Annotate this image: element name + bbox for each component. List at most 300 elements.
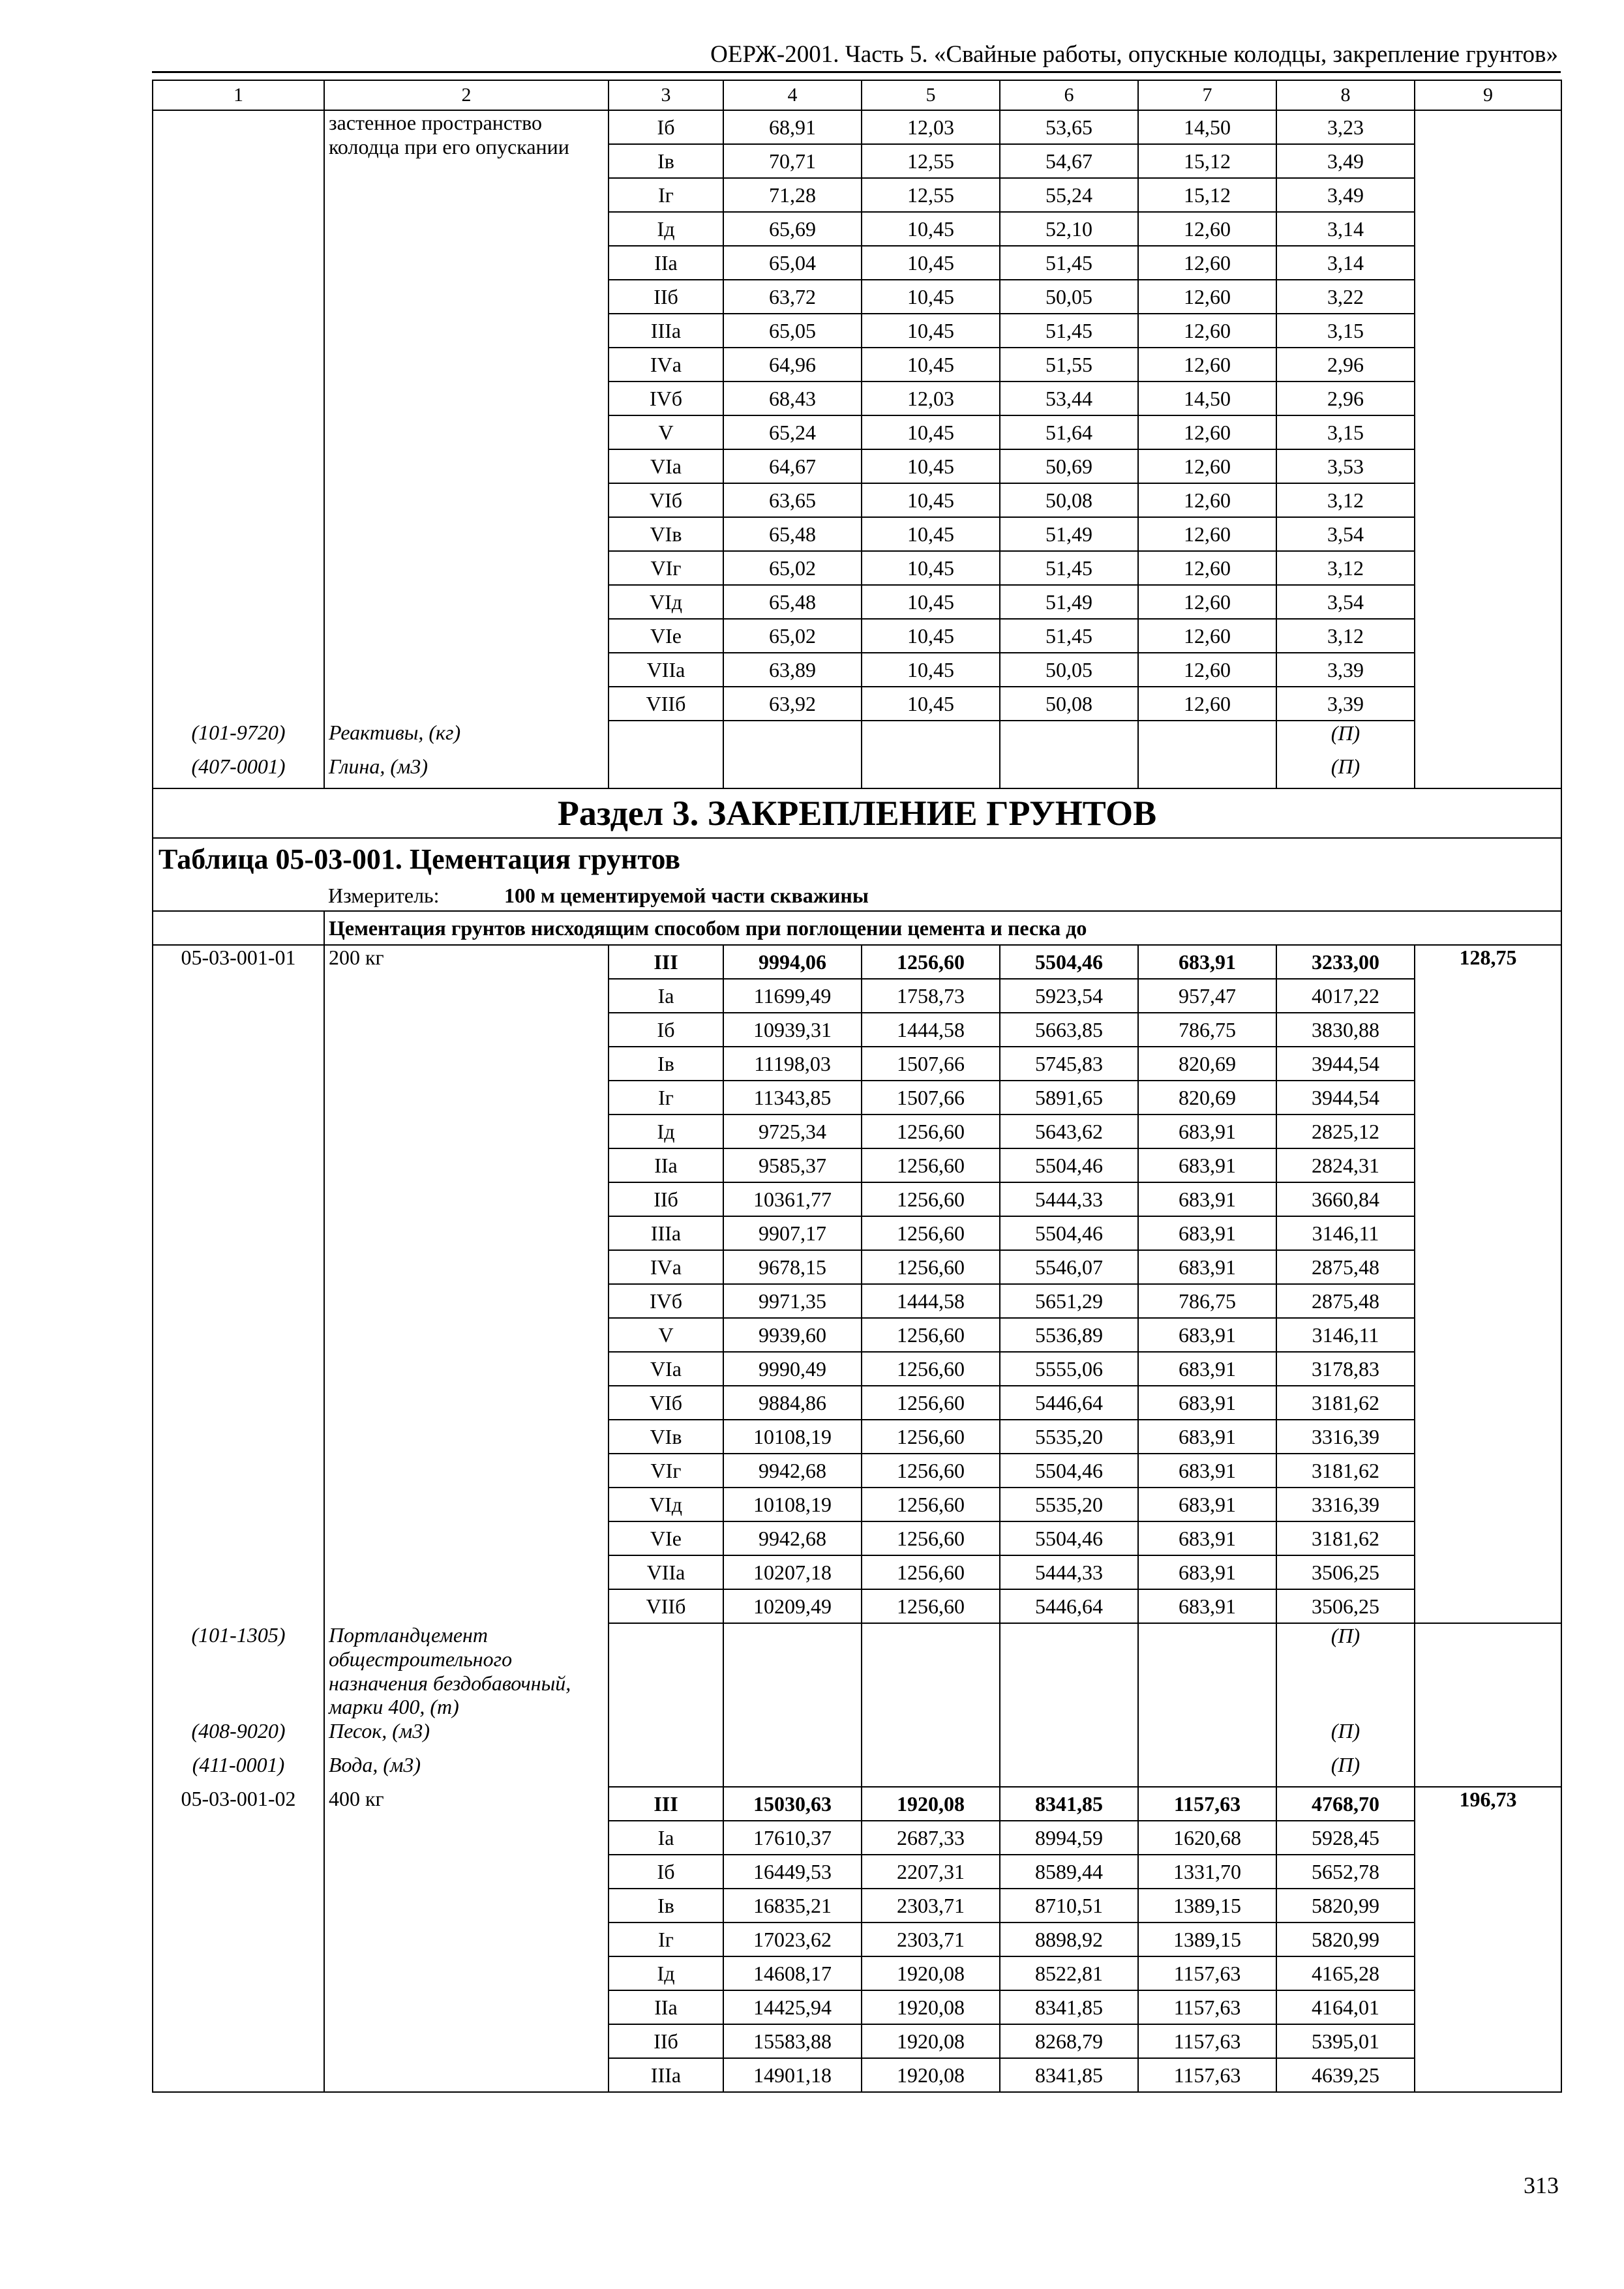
- wages-cell: 10,45: [862, 348, 1000, 382]
- machinists-wages-cell: 683,91: [1138, 1250, 1276, 1284]
- materials-cell: 4768,70: [1276, 1787, 1415, 1821]
- empty-cell: [1138, 1623, 1276, 1719]
- wages-cell: 10,45: [862, 653, 1000, 687]
- materials-cell: 3,54: [1276, 517, 1415, 551]
- soil-group-cell: Iб: [609, 1013, 723, 1047]
- section-title: Раздел 3. ЗАКРЕПЛЕНИЕ ГРУНТОВ: [153, 788, 1561, 838]
- description-cell: 400 кг: [324, 1787, 609, 2092]
- machines-cell: 8268,79: [1000, 2024, 1138, 2058]
- total-cost-cell: 10209,49: [723, 1589, 862, 1623]
- empty-cell: [723, 1719, 862, 1753]
- empty-cell: [1138, 1719, 1276, 1753]
- table-title: Таблица 05-03-001. Цементация грунтов: [153, 838, 1561, 881]
- machines-cell: 8710,51: [1000, 1889, 1138, 1922]
- total-cost-cell: 9942,68: [723, 1454, 862, 1488]
- materials-cell: 3181,62: [1276, 1386, 1415, 1420]
- wages-cell: 10,45: [862, 415, 1000, 449]
- wages-cell: 10,45: [862, 619, 1000, 653]
- empty-cell: [862, 755, 1000, 788]
- empty-cell: [1415, 1753, 1561, 1787]
- machinists-wages-cell: 1157,63: [1138, 1787, 1276, 1821]
- measure-value: 100 м цементируемой части скважины: [504, 881, 1457, 911]
- labor-cell: 196,73: [1415, 1787, 1561, 2092]
- materials-cell: 3178,83: [1276, 1352, 1415, 1386]
- materials-cell: 5652,78: [1276, 1855, 1415, 1889]
- total-cost-cell: 63,65: [723, 483, 862, 517]
- material-row: [153, 1753, 1561, 1787]
- materials-cell: 3,12: [1276, 483, 1415, 517]
- machinists-wages-cell: 820,69: [1138, 1081, 1276, 1115]
- materials-cell: 5395,01: [1276, 2024, 1415, 2058]
- wages-cell: 10,45: [862, 449, 1000, 483]
- material-code: (407-0001): [153, 755, 324, 788]
- total-cost-cell: 11699,49: [723, 979, 862, 1013]
- total-cost-cell: 70,71: [723, 144, 862, 178]
- wages-cell: 1256,60: [862, 1250, 1000, 1284]
- soil-group-cell: Iг: [609, 1922, 723, 1956]
- soil-group-cell: Iб: [609, 1855, 723, 1889]
- wages-cell: 1256,60: [862, 1182, 1000, 1216]
- total-cost-cell: 64,67: [723, 449, 862, 483]
- total-cost-cell: 11343,85: [723, 1081, 862, 1115]
- material-mark: (П): [1276, 1719, 1415, 1753]
- total-cost-cell: 16835,21: [723, 1889, 862, 1922]
- soil-group-cell: VIг: [609, 551, 723, 585]
- total-cost-cell: 9585,37: [723, 1148, 862, 1182]
- materials-cell: 2,96: [1276, 382, 1415, 415]
- wages-cell: 1256,60: [862, 1589, 1000, 1623]
- total-cost-cell: 9994,06: [723, 945, 862, 979]
- wages-cell: 10,45: [862, 212, 1000, 246]
- machinists-wages-cell: 683,91: [1138, 1352, 1276, 1386]
- wages-cell: 1256,60: [862, 1488, 1000, 1521]
- total-cost-cell: 15583,88: [723, 2024, 862, 2058]
- materials-cell: 3,15: [1276, 314, 1415, 348]
- total-cost-cell: 14425,94: [723, 1990, 862, 2024]
- materials-cell: 4165,28: [1276, 1956, 1415, 1990]
- materials-cell: 3,12: [1276, 619, 1415, 653]
- machinists-wages-cell: 1389,15: [1138, 1922, 1276, 1956]
- machines-cell: 8898,92: [1000, 1922, 1138, 1956]
- work-title-row: [153, 911, 1561, 945]
- wages-cell: 2687,33: [862, 1821, 1000, 1855]
- soil-group-cell: V: [609, 1318, 723, 1352]
- soil-group-cell: Iа: [609, 1821, 723, 1855]
- measure-row: [153, 881, 1561, 911]
- materials-cell: 2824,31: [1276, 1148, 1415, 1182]
- machinists-wages-cell: 12,60: [1138, 551, 1276, 585]
- empty-cell: [862, 1623, 1000, 1719]
- soil-group-cell: III: [609, 945, 723, 979]
- empty-cell: [153, 911, 324, 945]
- machinists-wages-cell: 1157,63: [1138, 2058, 1276, 2092]
- machinists-wages-cell: 12,60: [1138, 619, 1276, 653]
- machinists-wages-cell: 683,91: [1138, 945, 1276, 979]
- soil-group-cell: VIд: [609, 1488, 723, 1521]
- column-number: 7: [1138, 80, 1276, 110]
- soil-group-cell: Iг: [609, 1081, 723, 1115]
- machines-cell: 5923,54: [1000, 979, 1138, 1013]
- machinists-wages-cell: 683,91: [1138, 1318, 1276, 1352]
- materials-cell: 3,22: [1276, 280, 1415, 314]
- materials-cell: 3,39: [1276, 687, 1415, 721]
- material-code: (101-1305): [153, 1623, 324, 1719]
- empty-cell: [609, 721, 723, 755]
- total-cost-cell: 10361,77: [723, 1182, 862, 1216]
- wages-cell: 2303,71: [862, 1922, 1000, 1956]
- wages-cell: 12,55: [862, 144, 1000, 178]
- material-code: (101-9720): [153, 721, 324, 755]
- total-cost-cell: 63,72: [723, 280, 862, 314]
- wages-cell: 1256,60: [862, 1148, 1000, 1182]
- machinists-wages-cell: 12,60: [1138, 348, 1276, 382]
- total-cost-cell: 63,89: [723, 653, 862, 687]
- machines-cell: 5663,85: [1000, 1013, 1138, 1047]
- total-cost-cell: 9884,86: [723, 1386, 862, 1420]
- column-number: 3: [609, 80, 723, 110]
- column-number: 1: [153, 80, 324, 110]
- total-cost-cell: 9907,17: [723, 1216, 862, 1250]
- machinists-wages-cell: 1620,68: [1138, 1821, 1276, 1855]
- empty-cell: [609, 1719, 723, 1753]
- column-number: 2: [324, 80, 609, 110]
- empty-cell: [1000, 721, 1138, 755]
- total-cost-cell: 11198,03: [723, 1047, 862, 1081]
- total-cost-cell: 64,96: [723, 348, 862, 382]
- total-cost-cell: 14608,17: [723, 1956, 862, 1990]
- machinists-wages-cell: 12,60: [1138, 246, 1276, 280]
- soil-group-cell: V: [609, 415, 723, 449]
- wages-cell: 1758,73: [862, 979, 1000, 1013]
- soil-group-cell: Iг: [609, 178, 723, 212]
- labor-cell: 128,75: [1415, 945, 1561, 1623]
- machines-cell: 5446,64: [1000, 1589, 1138, 1623]
- total-cost-cell: 9971,35: [723, 1284, 862, 1318]
- machinists-wages-cell: 15,12: [1138, 144, 1276, 178]
- machinists-wages-cell: 683,91: [1138, 1555, 1276, 1589]
- materials-cell: 3944,54: [1276, 1081, 1415, 1115]
- machines-cell: 51,45: [1000, 246, 1138, 280]
- material-name: Глина, (м3): [324, 755, 609, 788]
- machines-cell: 8589,44: [1000, 1855, 1138, 1889]
- machines-cell: 8341,85: [1000, 1990, 1138, 2024]
- empty-cell: [609, 1623, 723, 1719]
- empty-cell: [609, 755, 723, 788]
- materials-cell: 4017,22: [1276, 979, 1415, 1013]
- soil-group-cell: IIа: [609, 1148, 723, 1182]
- machinists-wages-cell: 12,60: [1138, 212, 1276, 246]
- material-name: Песок, (м3): [324, 1719, 609, 1753]
- machines-cell: 50,08: [1000, 687, 1138, 721]
- machinists-wages-cell: 12,60: [1138, 517, 1276, 551]
- materials-cell: 3,23: [1276, 110, 1415, 144]
- column-number: 8: [1276, 80, 1415, 110]
- empty-cell: [862, 721, 1000, 755]
- machines-cell: 5555,06: [1000, 1352, 1138, 1386]
- measure-label: Измеритель:: [324, 881, 609, 911]
- empty-cell: [723, 1623, 862, 1719]
- materials-cell: 5820,99: [1276, 1922, 1415, 1956]
- labor-cell: [1415, 110, 1561, 721]
- column-number: 9: [1415, 80, 1561, 110]
- machines-cell: 8341,85: [1000, 2058, 1138, 2092]
- total-cost-cell: 10939,31: [723, 1013, 862, 1047]
- total-cost-cell: 14901,18: [723, 2058, 862, 2092]
- material-row: [153, 1719, 1561, 1753]
- machines-cell: 5504,46: [1000, 1454, 1138, 1488]
- materials-cell: 5928,45: [1276, 1821, 1415, 1855]
- total-cost-cell: 10108,19: [723, 1488, 862, 1521]
- material-row: [153, 721, 1561, 755]
- machines-cell: 51,49: [1000, 517, 1138, 551]
- code-cell: [153, 110, 324, 721]
- total-cost-cell: 65,48: [723, 517, 862, 551]
- soil-group-cell: VIв: [609, 1420, 723, 1454]
- wages-cell: 1256,60: [862, 1216, 1000, 1250]
- total-cost-cell: 17610,37: [723, 1821, 862, 1855]
- machinists-wages-cell: 683,91: [1138, 1488, 1276, 1521]
- machinists-wages-cell: 683,91: [1138, 1386, 1276, 1420]
- machines-cell: 5536,89: [1000, 1318, 1138, 1352]
- total-cost-cell: 10207,18: [723, 1555, 862, 1589]
- wages-cell: 1256,60: [862, 1454, 1000, 1488]
- empty-cell: [723, 1753, 862, 1787]
- machinists-wages-cell: 1157,63: [1138, 1990, 1276, 2024]
- soil-group-cell: Iб: [609, 110, 723, 144]
- table-title-row: [153, 838, 1561, 881]
- material-code: (411-0001): [153, 1753, 324, 1787]
- machinists-wages-cell: 820,69: [1138, 1047, 1276, 1081]
- empty-cell: [1138, 1753, 1276, 1787]
- machinists-wages-cell: 12,60: [1138, 483, 1276, 517]
- soil-group-cell: IIIа: [609, 314, 723, 348]
- materials-cell: 3,53: [1276, 449, 1415, 483]
- machinists-wages-cell: 12,60: [1138, 687, 1276, 721]
- machines-cell: 53,44: [1000, 382, 1138, 415]
- soil-group-cell: III: [609, 1787, 723, 1821]
- wages-cell: 12,03: [862, 110, 1000, 144]
- section-row: [153, 788, 1561, 838]
- machines-cell: 8994,59: [1000, 1821, 1138, 1855]
- wages-cell: 2303,71: [862, 1889, 1000, 1922]
- wages-cell: 10,45: [862, 687, 1000, 721]
- total-cost-cell: 15030,63: [723, 1787, 862, 1821]
- empty-cell: [1000, 755, 1138, 788]
- wages-cell: 1256,60: [862, 1352, 1000, 1386]
- wages-cell: 1256,60: [862, 1555, 1000, 1589]
- wages-cell: 10,45: [862, 483, 1000, 517]
- wages-cell: 2207,31: [862, 1855, 1000, 1889]
- materials-cell: 3233,00: [1276, 945, 1415, 979]
- machines-cell: 5546,07: [1000, 1250, 1138, 1284]
- total-cost-cell: 63,92: [723, 687, 862, 721]
- materials-cell: 3830,88: [1276, 1013, 1415, 1047]
- wages-cell: 1256,60: [862, 1386, 1000, 1420]
- machinists-wages-cell: 683,91: [1138, 1420, 1276, 1454]
- materials-cell: 3660,84: [1276, 1182, 1415, 1216]
- soil-group-cell: Iд: [609, 212, 723, 246]
- machines-cell: 50,05: [1000, 653, 1138, 687]
- running-header: [152, 38, 1561, 73]
- materials-cell: 2825,12: [1276, 1115, 1415, 1148]
- machinists-wages-cell: 683,91: [1138, 1589, 1276, 1623]
- empty-cell: [609, 1753, 723, 1787]
- column-number: 5: [862, 80, 1000, 110]
- machinists-wages-cell: 15,12: [1138, 178, 1276, 212]
- wages-cell: 1256,60: [862, 945, 1000, 979]
- empty-cell: [1415, 721, 1561, 755]
- soil-group-cell: Iа: [609, 979, 723, 1013]
- materials-cell: 3316,39: [1276, 1488, 1415, 1521]
- machinists-wages-cell: 683,91: [1138, 1148, 1276, 1182]
- machines-cell: 51,45: [1000, 619, 1138, 653]
- empty-cell: [1000, 1753, 1138, 1787]
- wages-cell: 1920,08: [862, 1787, 1000, 1821]
- total-cost-cell: 17023,62: [723, 1922, 862, 1956]
- machinists-wages-cell: 1157,63: [1138, 2024, 1276, 2058]
- empty-cell: [153, 881, 324, 911]
- machines-cell: 8341,85: [1000, 1787, 1138, 1821]
- wages-cell: 1920,08: [862, 1990, 1000, 2024]
- wages-cell: 10,45: [862, 246, 1000, 280]
- soil-group-cell: VIг: [609, 1454, 723, 1488]
- wages-cell: 1256,60: [862, 1521, 1000, 1555]
- empty-cell: [862, 1753, 1000, 1787]
- machines-cell: 51,45: [1000, 551, 1138, 585]
- soil-group-cell: Iд: [609, 1115, 723, 1148]
- machinists-wages-cell: 683,91: [1138, 1115, 1276, 1148]
- material-row: [153, 755, 1561, 788]
- wages-cell: 1256,60: [862, 1420, 1000, 1454]
- work-title: Цементация грунтов нисходящим способом при поглощении цемента и песка до: [324, 911, 1561, 945]
- total-cost-cell: 65,48: [723, 585, 862, 619]
- materials-cell: 3,54: [1276, 585, 1415, 619]
- soil-group-cell: IVб: [609, 1284, 723, 1318]
- machines-cell: 5504,46: [1000, 1521, 1138, 1555]
- machinists-wages-cell: 683,91: [1138, 1182, 1276, 1216]
- soil-group-cell: VIа: [609, 1352, 723, 1386]
- machines-cell: 5643,62: [1000, 1115, 1138, 1148]
- wages-cell: 12,03: [862, 382, 1000, 415]
- total-cost-cell: 65,02: [723, 551, 862, 585]
- material-row: [153, 1623, 1561, 1719]
- machines-cell: 5444,33: [1000, 1182, 1138, 1216]
- material-mark: (П): [1276, 1623, 1415, 1719]
- soil-group-cell: Iв: [609, 1047, 723, 1081]
- materials-cell: 3,15: [1276, 415, 1415, 449]
- machines-cell: 51,55: [1000, 348, 1138, 382]
- code-cell: 05-03-001-02: [153, 1787, 324, 2092]
- soil-group-cell: VIе: [609, 619, 723, 653]
- materials-cell: 3316,39: [1276, 1420, 1415, 1454]
- soil-group-cell: VIе: [609, 1521, 723, 1555]
- empty-cell: [1415, 1623, 1561, 1719]
- empty-cell: [723, 755, 862, 788]
- empty-cell: [862, 1719, 1000, 1753]
- empty-cell: [1138, 755, 1276, 788]
- machines-cell: 5444,33: [1000, 1555, 1138, 1589]
- materials-cell: 3146,11: [1276, 1318, 1415, 1352]
- header-text: ОЕРЖ-2001. Часть 5. «Свайные работы, опускные колодцы, закрепление грунтов»: [710, 41, 1558, 68]
- materials-cell: 3,14: [1276, 212, 1415, 246]
- machines-cell: 50,69: [1000, 449, 1138, 483]
- total-cost-cell: 71,28: [723, 178, 862, 212]
- materials-cell: 2875,48: [1276, 1250, 1415, 1284]
- materials-cell: 3,14: [1276, 246, 1415, 280]
- material-mark: (П): [1276, 721, 1415, 755]
- empty-cell: [1000, 1719, 1138, 1753]
- materials-cell: 4164,01: [1276, 1990, 1415, 2024]
- wages-cell: 1920,08: [862, 2024, 1000, 2058]
- machines-cell: 51,49: [1000, 585, 1138, 619]
- materials-cell: 4639,25: [1276, 2058, 1415, 2092]
- machinists-wages-cell: 12,60: [1138, 415, 1276, 449]
- machines-cell: 5745,83: [1000, 1047, 1138, 1081]
- wages-cell: 1444,58: [862, 1284, 1000, 1318]
- machines-cell: 51,64: [1000, 415, 1138, 449]
- empty-cell: [1000, 1623, 1138, 1719]
- machinists-wages-cell: 786,75: [1138, 1284, 1276, 1318]
- materials-cell: 3146,11: [1276, 1216, 1415, 1250]
- machinists-wages-cell: 12,60: [1138, 449, 1276, 483]
- soil-group-cell: IIб: [609, 2024, 723, 2058]
- total-cost-cell: 9725,34: [723, 1115, 862, 1148]
- machinists-wages-cell: 683,91: [1138, 1454, 1276, 1488]
- total-cost-cell: 9942,68: [723, 1521, 862, 1555]
- total-cost-cell: 10108,19: [723, 1420, 862, 1454]
- total-cost-cell: 9939,60: [723, 1318, 862, 1352]
- machines-cell: 5504,46: [1000, 1216, 1138, 1250]
- soil-group-cell: IIб: [609, 280, 723, 314]
- material-name: Реактивы, (кг): [324, 721, 609, 755]
- machines-cell: 5535,20: [1000, 1488, 1138, 1521]
- empty-cell: [723, 721, 862, 755]
- wages-cell: 1920,08: [862, 1956, 1000, 1990]
- machines-cell: 5504,46: [1000, 1148, 1138, 1182]
- soil-group-cell: VIIа: [609, 1555, 723, 1589]
- soil-group-cell: IIа: [609, 1990, 723, 2024]
- materials-cell: 5820,99: [1276, 1889, 1415, 1922]
- wages-cell: 1507,66: [862, 1081, 1000, 1115]
- total-cost-cell: 65,04: [723, 246, 862, 280]
- total-cost-cell: 65,24: [723, 415, 862, 449]
- total-cost-cell: 65,05: [723, 314, 862, 348]
- machines-cell: 55,24: [1000, 178, 1138, 212]
- total-cost-cell: 16449,53: [723, 1855, 862, 1889]
- wages-cell: 1444,58: [862, 1013, 1000, 1047]
- table-row: [153, 110, 1561, 144]
- machinists-wages-cell: 12,60: [1138, 314, 1276, 348]
- machinists-wages-cell: 12,60: [1138, 280, 1276, 314]
- materials-cell: 3,12: [1276, 551, 1415, 585]
- materials-cell: 2875,48: [1276, 1284, 1415, 1318]
- total-cost-cell: 68,91: [723, 110, 862, 144]
- materials-cell: 3944,54: [1276, 1047, 1415, 1081]
- materials-cell: 3181,62: [1276, 1454, 1415, 1488]
- wages-cell: 1920,08: [862, 2058, 1000, 2092]
- machinists-wages-cell: 12,60: [1138, 653, 1276, 687]
- material-name: Вода, (м3): [324, 1753, 609, 1787]
- total-cost-cell: 9678,15: [723, 1250, 862, 1284]
- material-mark: (П): [1276, 1753, 1415, 1787]
- soil-group-cell: IIIа: [609, 2058, 723, 2092]
- wages-cell: 10,45: [862, 551, 1000, 585]
- machines-cell: 54,67: [1000, 144, 1138, 178]
- soil-group-cell: VIIб: [609, 687, 723, 721]
- machines-cell: 5446,64: [1000, 1386, 1138, 1420]
- materials-cell: 3181,62: [1276, 1521, 1415, 1555]
- empty-cell: [1415, 755, 1561, 788]
